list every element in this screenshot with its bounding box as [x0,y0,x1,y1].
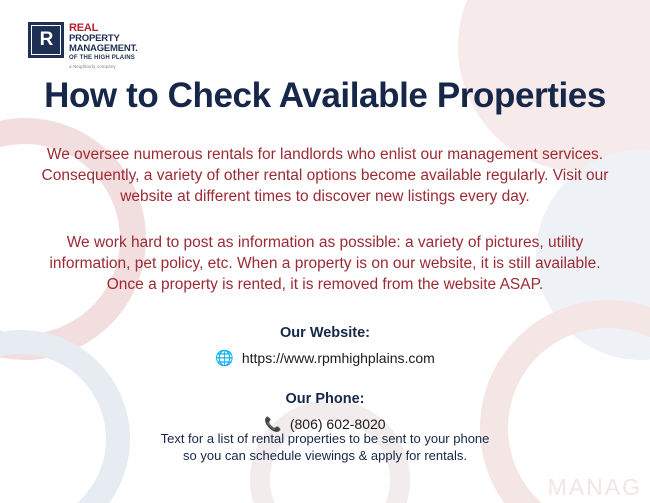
website-row [0,350,650,366]
logo-line-management: MANAGEMENT. [69,43,138,54]
watermark-text: MANAG [547,474,642,500]
footnote-line-2: so you can schedule viewings & apply for rentals. [183,448,467,463]
website-heading: Our Website: [280,325,370,341]
phone-icon: 📞 [264,416,282,432]
globe-icon: 🌐 [215,349,234,367]
phone-section [0,391,650,432]
logo-line-property: PROPERTY [69,33,120,44]
logo-line-real: REAL [69,22,99,34]
phone-heading: Our Phone: [285,391,365,407]
page-title: How to Check Available Properties [44,76,606,115]
phone-number[interactable]: (806) 602-8020 [289,416,386,432]
logo-line-region: OF THE HIGH PLAINS [69,55,135,61]
website-url[interactable]: https://www.rpmhighplains.com [241,350,435,366]
body-paragraph-1: We oversee numerous rentals for landlords who enlist our management services. Consequently, a variety of other rental options become available regularly. Visit our website at different times to discover new listings every day. [41,146,609,205]
logo-mark-icon: R [28,22,64,58]
footnote [0,430,650,464]
website-section [0,325,650,366]
footnote-line-1: Text for a list of rental properties to be sent to your phone [160,431,490,446]
body-paragraph-2: We work hard to post as information as possible: a variety of pictures, utility information, pet policy, etc. When a property is on our website, it is still available. Once a property is rented, it is removed from the website ASAP. [49,234,601,293]
company-logo [28,22,138,70]
logo-wordmark [69,22,138,70]
logo-line-neighborly: a Neighborly company [69,64,116,69]
